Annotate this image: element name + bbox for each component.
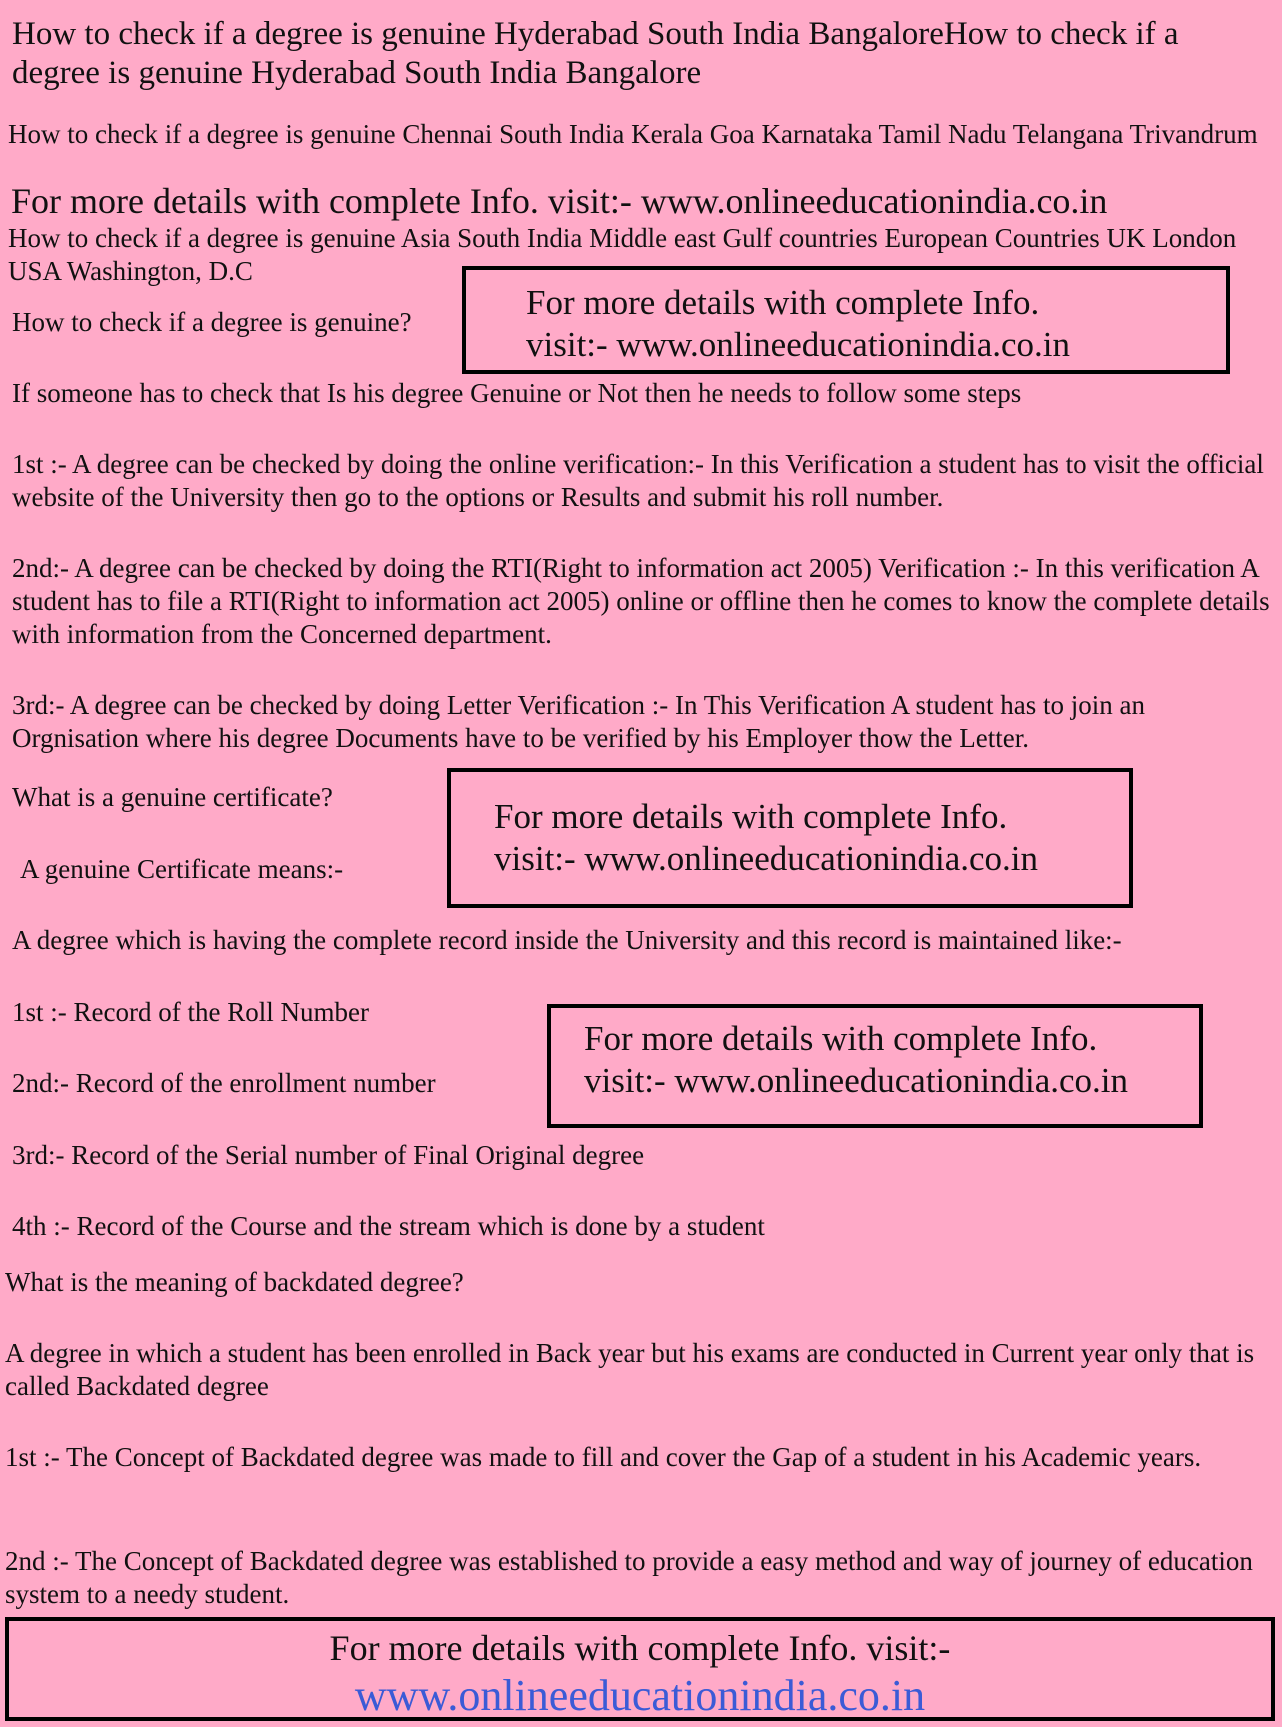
- promo-box-2-line1: For more details with complete Info.: [494, 797, 1008, 836]
- promo-box-3: [547, 1004, 1203, 1128]
- record-roll-number: 1st :- Record of the Roll Number: [12, 997, 369, 1027]
- backdated-point-2: 2nd :- The Concept of Backdated degree was established to provide a easy method and way of journey of education system to a needy student.: [5, 1546, 1253, 1609]
- record-course-stream: 4th :- Record of the Course and the stream which is done by a student: [12, 1211, 765, 1241]
- footer-promo-text: For more details with complete Info. visit:-: [329, 1628, 951, 1668]
- backdated-point-1: 1st :- The Concept of Backdated degree was made to fill and cover the Gap of a student in his Academic years.: [5, 1442, 1202, 1472]
- step-rti-verification: 2nd:- A degree can be checked by doing the RTI(Right to information act 2005) Verification :- In this verification A student has to file a RTI(Right to information act 2005) online or offline then he comes to know the complete details with information from the Concerned department.: [12, 553, 1270, 649]
- promo-banner-line: For more details with complete Info. visit:- www.onlineeducationindia.co.in: [11, 181, 1108, 221]
- promo-box-3-line2: visit:- www.onlineeducationindia.co.in: [584, 1061, 1129, 1100]
- promo-box-2-line2: visit:- www.onlineeducationindia.co.in: [494, 839, 1039, 878]
- step-letter-verification: 3rd:- A degree can be checked by doing Letter Verification :- In This Verification A student has to join an Orgnisation where his degree Documents have to be verified by his Employer thow the Letter.: [12, 690, 1145, 753]
- footer-promo-box: [5, 1617, 1275, 1721]
- intro-paragraph-asia: How to check if a degree is genuine Asia South India Middle east Gulf countries European Countries UK London USA Washington, D.C: [8, 223, 1237, 286]
- promo-box-2: [447, 768, 1133, 908]
- question-genuine-certificate: What is a genuine certificate?: [12, 782, 333, 812]
- step-online-verification: 1st :- A degree can be checked by doing the online verification:- In this Verification a student has to visit the official website of the University then go to the options or Results and submit his roll number.: [12, 449, 1264, 512]
- question-genuine-degree: How to check if a degree is genuine?: [12, 307, 412, 337]
- record-enrollment-number: 2nd:- Record of the enrollment number: [12, 1068, 436, 1098]
- intro-paragraph-chennai: How to check if a degree is genuine Chennai South India Kerala Goa Karnataka Tamil Nadu Telangana Trivandrum: [8, 119, 1258, 149]
- question-backdated-degree: What is the meaning of backdated degree?: [5, 1267, 464, 1297]
- page-title: How to check if a degree is genuine Hyderabad South India BangaloreHow to check if a degree is genuine Hyderabad South India Bangalore: [12, 16, 1179, 91]
- steps-intro: If someone has to check that Is his degree Genuine or Not then he needs to follow some steps: [12, 378, 1022, 408]
- promo-box-1-line1: For more details with complete Info.: [526, 283, 1040, 322]
- record-intro: A degree which is having the complete record inside the University and this record is maintained like:-: [12, 925, 1122, 955]
- genuine-certificate-means: A genuine Certificate means:-: [20, 854, 344, 884]
- promo-box-3-line1: For more details with complete Info.: [584, 1019, 1098, 1058]
- backdated-definition: A degree in which a student has been enrolled in Back year but his exams are conducted in Current year only that is called Backdated degree: [5, 1338, 1255, 1401]
- record-serial-number: 3rd:- Record of the Serial number of Final Original degree: [12, 1140, 645, 1170]
- promo-box-1-line2: visit:- www.onlineeducationindia.co.in: [526, 325, 1071, 364]
- promo-box-1: [462, 266, 1230, 374]
- footer-website-link[interactable]: www.onlineeducationindia.co.in: [354, 1671, 926, 1720]
